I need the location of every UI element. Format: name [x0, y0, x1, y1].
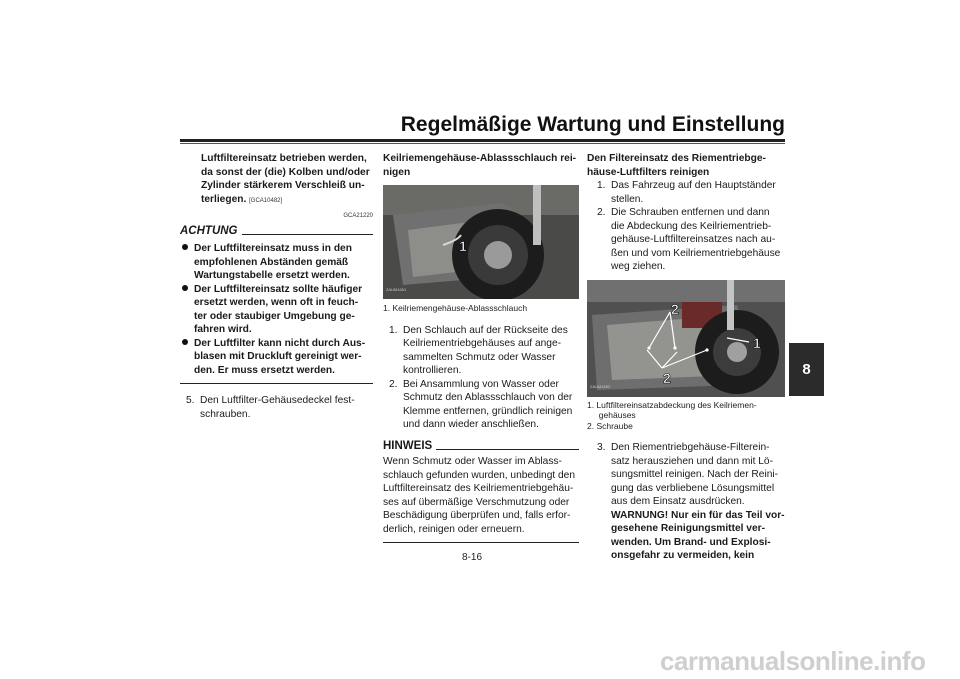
bullet-icon: [180, 242, 194, 283]
step-2: 2. Die Schrauben entfernen und dann die Abdeckung des Keilriementrieb- gehäuse-Luftfiltereinsatzes nach au- ßen und vom Keilriementriebgehäuse weg ziehen.: [597, 207, 781, 272]
photo-filter-cover: [587, 280, 785, 397]
photo-drain-hose: [383, 185, 579, 299]
page-title: Regelmäßige Wartung und Einstellung: [400, 113, 785, 136]
column-2: [383, 152, 579, 553]
header-rule: [180, 139, 785, 142]
page-number: 8-16: [462, 552, 483, 563]
step-3: 3. Den Riementriebgehäuse-Filterein- satz herausziehen und dann mit Lö- sungsmittel reinigen. Nach der Reini- gung das verbliebene Lösungsmittel aus dem Einsatz ausdrücken. WARNUNG! Nur ein für das Teil vor- gesehene Reinigungsmittel ver- wenden. Um Brand- und Explosi- onsgefahr zu vermeiden, kein: [597, 442, 785, 561]
column-1: [180, 152, 373, 421]
header-rule-thin: [180, 143, 785, 144]
section-heading-filter: Den Filtereinsatz des Riementriebge- häuse-Luftfilters reinigen: [587, 153, 766, 178]
notice-bullets: [180, 242, 373, 377]
step-1: 1. Den Schlauch auf der Rückseite des Keilriementriebgehäuses auf ange- sammelten Schmutz oder Wasser kontrollieren.: [389, 324, 568, 376]
hint-heading: [383, 440, 579, 454]
warning-text: WARNUNG! Nur ein für das Teil vor- gesehene Reinigungsmittel ver- wenden. Um Brand- und Explosi- onsgefahr zu vermeiden, kein: [611, 509, 785, 561]
notice-code: GCA21220: [343, 213, 373, 219]
intro-code: [GCA10482]: [249, 197, 283, 204]
hint-bottom-rule: [383, 542, 579, 543]
hint-text: Wenn Schmutz oder Wasser im Ablass- schlauch gefunden wurden, unbedingt den Luftfiltereinsatz des Keilriementriebgehäu- ses auf übermäßige Verschmutzung oder Beschädigung überprüfen und, falls erfor- derlich, reinigen oder erneuern.: [383, 456, 576, 535]
photo-label-2-top: 2: [671, 300, 679, 317]
notice-bottom-rule: [180, 383, 373, 384]
step-1: 1. Das Fahrzeug auf den Hauptständer stellen.: [597, 180, 776, 205]
hint-label: HINWEIS: [383, 439, 433, 452]
bullet-icon: [180, 337, 194, 378]
drain-steps: [383, 324, 579, 432]
photo-caption-1: 1. Luftfiltereinsatzabdeckung des Keilriemen- gehäuses: [587, 399, 757, 420]
scooter-rear-photo: [383, 185, 579, 299]
chapter-tab[interactable]: 8: [789, 343, 824, 396]
notice-bullet: Der Luftfilter kann nicht durch Aus- blasen mit Druckluft gereinigt wer- den. Er muss ersetzt werden.: [180, 337, 373, 378]
intro-text: Luftfiltereinsatz betrieben werden, da sonst der (die) Kolben und/oder Zylinder stärkerem Verschleiß un- terliegen. [GCA10482]: [201, 153, 370, 205]
section-heading-drain-hose: Keilriemengehäuse-Ablassschlauch rei- nigen: [383, 153, 577, 178]
notice-bullet: Der Luftfiltereinsatz sollte häufiger ersetzt werden, wenn oft in feuch- ter oder staubiger Umgebung ge- fahren wird.: [180, 283, 373, 337]
scooter-belt-cover-photo: [587, 280, 785, 397]
step-2: 2. Bei Ansammlung von Wasser oder Schmutz den Ablassschlauch von der Klemme entfernen, gründlich reinigen und dann wieder anschließen.: [389, 378, 573, 430]
bullet-icon: [180, 283, 194, 337]
notice-label: ACHTUNG: [180, 224, 238, 237]
photo-code: ZAUM1652: [590, 384, 611, 389]
photo-label-1: 1: [459, 238, 467, 254]
photo-code: ZAUM1651: [386, 286, 407, 292]
photo-label-2-bottom: 2: [663, 369, 671, 386]
column-3: [587, 152, 785, 563]
notice-bullet: Der Luftfiltereinsatz muss in den empfohlenen Abständen gemäß Wartungstabelle ersetzt werden.: [180, 242, 373, 283]
photo-caption: 1. Keilriemengehäuse-Ablassschlauch: [383, 303, 528, 313]
filter-steps: [587, 179, 785, 274]
photo-caption-2: 2. Schraube: [587, 420, 633, 431]
step-5: 5. Den Luftfilter-Gehäusedeckel fest- schrauben.: [186, 395, 355, 420]
notice-heading: [180, 225, 373, 239]
watermark: carmanualsonline.info: [660, 646, 926, 676]
photo-label-1: 1: [753, 334, 761, 351]
